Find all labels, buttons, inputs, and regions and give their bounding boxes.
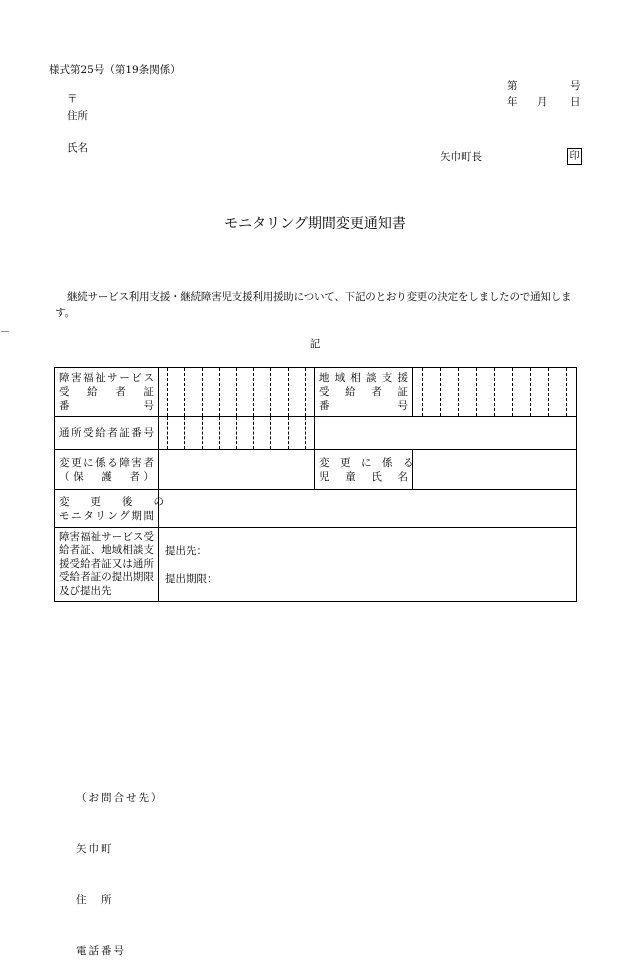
table-row	[55, 490, 577, 528]
contact-town: 矢巾町	[76, 843, 114, 855]
daycare-cert-label: 通所受給者証番号	[55, 417, 159, 450]
contact-block	[76, 756, 164, 977]
submission-label: 障害福祉サービス受 給者証、地域相談支 援受給者証又は通所 受給者証の提出期限 及び提出先	[55, 528, 159, 602]
name-label: 氏名	[67, 142, 88, 154]
submit-deadline-label: 提出期限：	[165, 572, 218, 585]
monitoring-period-label: 変 更 後 の モニタリング期間	[55, 490, 159, 528]
notice-table	[54, 367, 577, 602]
form-id: 様式第25号（第19条関係）	[49, 64, 181, 76]
document-title: モニタリング期間変更通知書	[224, 216, 406, 232]
table-row	[55, 528, 577, 602]
margin-dash: －	[0, 327, 10, 338]
seal-mark: 印	[567, 148, 582, 165]
daycare-cert-digit-cells	[159, 417, 315, 450]
postal-mark: 〒	[67, 93, 78, 105]
contact-heading: （お問合せ先）	[76, 792, 164, 804]
date-day: 日	[570, 96, 581, 108]
date-year: 年	[507, 96, 518, 108]
notice-body: 継続サービス利用支援・継続障害児支援利用援助について、下記のとおり変更の決定をしましたので通知します。	[55, 291, 572, 319]
number-go: 号	[570, 80, 581, 92]
contact-phone: 電話番号	[76, 945, 126, 957]
child-name-value	[413, 450, 577, 490]
mayor-name: 矢巾町長	[440, 151, 482, 163]
child-name-label: 変 更 に 係 る 児 童 氏 名	[315, 450, 413, 490]
blank-cell	[315, 417, 577, 450]
table-row	[55, 417, 577, 450]
submission-value	[159, 528, 577, 602]
table-row	[55, 368, 577, 417]
ki-heading: 記	[309, 338, 321, 350]
monitoring-period-value	[159, 490, 577, 528]
table-row	[55, 450, 577, 490]
contact-address: 住 所	[76, 894, 114, 906]
welfare-cert-digit-cells	[159, 368, 315, 417]
community-cert-digit-cells	[413, 368, 577, 417]
guardian-label: 変更に係る障害者 （保 護 者）	[55, 450, 159, 490]
number-dai: 第	[507, 80, 518, 92]
date-month: 月	[537, 96, 548, 108]
welfare-cert-label: 障害福祉サービス 受 給 者 証 番 号	[55, 368, 159, 417]
submit-to-label: 提出先：	[165, 544, 207, 557]
guardian-value	[159, 450, 315, 490]
address-label: 住所	[67, 110, 88, 122]
community-cert-label: 地域相談支援 受 給 者 証 番 号	[315, 368, 413, 417]
